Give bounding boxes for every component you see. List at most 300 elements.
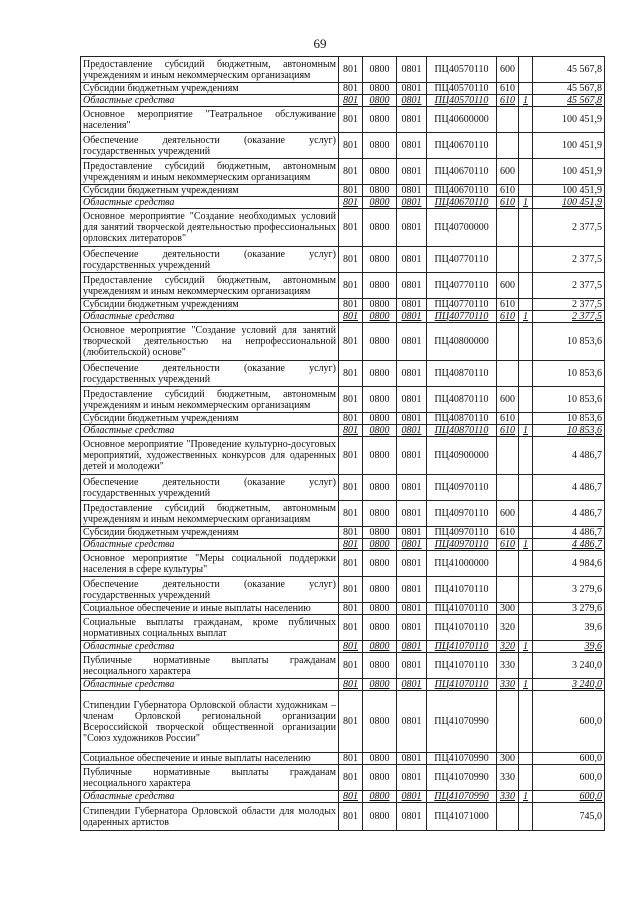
amount-cell: 10 853,6 — [533, 387, 605, 413]
subsection-code-cell: 0801 — [397, 577, 427, 603]
table-row — [81, 691, 605, 753]
funding-source-cell — [519, 501, 533, 527]
subsection-code-cell: 0801 — [397, 413, 427, 425]
gr-code-cell: 801 — [339, 501, 363, 527]
section-code-cell: 0800 — [363, 791, 397, 803]
target-article-cell: ПЦ40870110 — [427, 413, 497, 425]
funding-source-cell: 1 — [519, 197, 533, 209]
table-row — [81, 185, 605, 197]
target-article-cell: ПЦ41070110 — [427, 653, 497, 679]
target-article-cell: ПЦ41070110 — [427, 679, 497, 691]
row-name-cell: Предоставление субсидий бюджетным, автономным учреждениям и иным некоммерческим организациям — [81, 273, 339, 299]
row-name-cell: Субсидии бюджетным учреждениям — [81, 185, 339, 197]
expense-type-cell: 610 — [497, 95, 519, 107]
subsection-code-cell: 0801 — [397, 425, 427, 437]
amount-cell: 45 567,8 — [533, 95, 605, 107]
gr-code-cell: 801 — [339, 641, 363, 653]
target-article-cell: ПЦ40970110 — [427, 539, 497, 551]
gr-code-cell: 801 — [339, 437, 363, 475]
gr-code-cell: 801 — [339, 197, 363, 209]
gr-code-cell: 801 — [339, 765, 363, 791]
funding-source-cell: 1 — [519, 679, 533, 691]
table-row — [81, 753, 605, 765]
target-article-cell: ПЦ40970110 — [427, 527, 497, 539]
gr-code-cell: 801 — [339, 159, 363, 185]
row-name-cell: Субсидии бюджетным учреждениям — [81, 299, 339, 311]
section-code-cell: 0800 — [363, 539, 397, 551]
row-name-cell: Предоставление субсидий бюджетным, автономным учреждениям и иным некоммерческим организациям — [81, 57, 339, 83]
table-row — [81, 311, 605, 323]
section-code-cell: 0800 — [363, 57, 397, 83]
target-article-cell: ПЦ40970110 — [427, 475, 497, 501]
target-article-cell: ПЦ40700000 — [427, 209, 497, 247]
amount-cell: 745,0 — [533, 803, 605, 831]
amount-cell: 600,0 — [533, 765, 605, 791]
row-name-cell: Предоставление субсидий бюджетным, автономным учреждениям и иным некоммерческим организациям — [81, 387, 339, 413]
table-row — [81, 765, 605, 791]
expense-type-cell: 610 — [497, 185, 519, 197]
expense-type-cell: 600 — [497, 57, 519, 83]
target-article-cell: ПЦ40670110 — [427, 185, 497, 197]
subsection-code-cell: 0801 — [397, 197, 427, 209]
table-row — [81, 133, 605, 159]
section-code-cell: 0800 — [363, 95, 397, 107]
table-row — [81, 501, 605, 527]
expense-type-cell: 610 — [497, 425, 519, 437]
gr-code-cell: 801 — [339, 413, 363, 425]
subsection-code-cell: 0801 — [397, 95, 427, 107]
expense-type-cell: 610 — [497, 311, 519, 323]
subsection-code-cell: 0801 — [397, 803, 427, 831]
section-code-cell: 0800 — [363, 311, 397, 323]
table-row — [81, 83, 605, 95]
subsection-code-cell: 0801 — [397, 791, 427, 803]
target-article-cell: ПЦ40770110 — [427, 247, 497, 273]
expense-type-cell: 610 — [497, 299, 519, 311]
row-name-cell: Обеспечение деятельности (оказание услуг) государственных учреждений — [81, 475, 339, 501]
subsection-code-cell: 0801 — [397, 753, 427, 765]
subsection-code-cell: 0801 — [397, 107, 427, 133]
section-code-cell: 0800 — [363, 501, 397, 527]
subsection-code-cell: 0801 — [397, 247, 427, 273]
row-name-cell: Субсидии бюджетным учреждениям — [81, 83, 339, 95]
expense-type-cell — [497, 209, 519, 247]
page-number: 69 — [313, 36, 327, 51]
row-name-cell: Областные средства — [81, 641, 339, 653]
subsection-code-cell: 0801 — [397, 641, 427, 653]
subsection-code-cell: 0801 — [397, 299, 427, 311]
gr-code-cell: 801 — [339, 95, 363, 107]
section-code-cell: 0800 — [363, 133, 397, 159]
subsection-code-cell: 0801 — [397, 323, 427, 361]
expense-type-cell: 330 — [497, 791, 519, 803]
funding-source-cell — [519, 803, 533, 831]
target-article-cell: ПЦ40870110 — [427, 387, 497, 413]
target-article-cell: ПЦ41070990 — [427, 765, 497, 791]
section-code-cell: 0800 — [363, 387, 397, 413]
table-row — [81, 413, 605, 425]
target-article-cell: ПЦ40900000 — [427, 437, 497, 475]
expense-type-cell: 320 — [497, 615, 519, 641]
expense-type-cell: 600 — [497, 273, 519, 299]
subsection-code-cell: 0801 — [397, 765, 427, 791]
funding-source-cell: 1 — [519, 95, 533, 107]
row-name-cell: Субсидии бюджетным учреждениям — [81, 413, 339, 425]
amount-cell: 2 377,5 — [533, 311, 605, 323]
table-row — [81, 551, 605, 577]
gr-code-cell: 801 — [339, 691, 363, 753]
subsection-code-cell: 0801 — [397, 387, 427, 413]
gr-code-cell: 801 — [339, 603, 363, 615]
gr-code-cell: 801 — [339, 653, 363, 679]
subsection-code-cell: 0801 — [397, 273, 427, 299]
funding-source-cell — [519, 247, 533, 273]
section-code-cell: 0800 — [363, 577, 397, 603]
expense-type-cell: 610 — [497, 539, 519, 551]
amount-cell: 600,0 — [533, 791, 605, 803]
row-name-cell: Областные средства — [81, 95, 339, 107]
section-code-cell: 0800 — [363, 159, 397, 185]
section-code-cell: 0800 — [363, 437, 397, 475]
amount-cell: 100 451,9 — [533, 185, 605, 197]
section-code-cell: 0800 — [363, 425, 397, 437]
table-row — [81, 197, 605, 209]
table-row — [81, 791, 605, 803]
row-name-cell: Основное мероприятие "Театральное обслуживание населения" — [81, 107, 339, 133]
table-row — [81, 425, 605, 437]
funding-source-cell — [519, 765, 533, 791]
target-article-cell: ПЦ41000000 — [427, 551, 497, 577]
expense-type-cell: 610 — [497, 197, 519, 209]
table-row — [81, 159, 605, 185]
gr-code-cell: 801 — [339, 299, 363, 311]
table-row — [81, 95, 605, 107]
table-row — [81, 299, 605, 311]
target-article-cell: ПЦ40970110 — [427, 501, 497, 527]
amount-cell: 600,0 — [533, 691, 605, 753]
row-name-cell: Областные средства — [81, 791, 339, 803]
row-name-cell: Основное мероприятие "Создание условий для занятий творческой деятельностью на непрофессиональной (любительской) основе" — [81, 323, 339, 361]
section-code-cell: 0800 — [363, 299, 397, 311]
row-name-cell: Социальное обеспечение и иные выплаты населению — [81, 753, 339, 765]
section-code-cell: 0800 — [363, 413, 397, 425]
amount-cell: 39,6 — [533, 615, 605, 641]
funding-source-cell — [519, 577, 533, 603]
gr-code-cell: 801 — [339, 387, 363, 413]
section-code-cell: 0800 — [363, 273, 397, 299]
gr-code-cell: 801 — [339, 527, 363, 539]
table-row — [81, 57, 605, 83]
funding-source-cell: 1 — [519, 641, 533, 653]
target-article-cell: ПЦ41070110 — [427, 577, 497, 603]
amount-cell: 10 853,6 — [533, 413, 605, 425]
funding-source-cell — [519, 133, 533, 159]
row-name-cell: Обеспечение деятельности (оказание услуг) государственных учреждений — [81, 577, 339, 603]
target-article-cell: ПЦ41070990 — [427, 691, 497, 753]
target-article-cell: ПЦ40600000 — [427, 107, 497, 133]
row-name-cell: Субсидии бюджетным учреждениям — [81, 527, 339, 539]
subsection-code-cell: 0801 — [397, 159, 427, 185]
expense-type-cell: 330 — [497, 765, 519, 791]
funding-source-cell — [519, 653, 533, 679]
expense-type-cell — [497, 107, 519, 133]
funding-source-cell — [519, 209, 533, 247]
funding-source-cell: 1 — [519, 311, 533, 323]
table-row — [81, 577, 605, 603]
amount-cell: 4 486,7 — [533, 539, 605, 551]
table-row — [81, 387, 605, 413]
table-row — [81, 615, 605, 641]
section-code-cell: 0800 — [363, 475, 397, 501]
amount-cell: 600,0 — [533, 753, 605, 765]
section-code-cell: 0800 — [363, 615, 397, 641]
target-article-cell: ПЦ40570110 — [427, 57, 497, 83]
expense-type-cell — [497, 437, 519, 475]
section-code-cell: 0800 — [363, 679, 397, 691]
subsection-code-cell: 0801 — [397, 551, 427, 577]
expense-type-cell: 610 — [497, 413, 519, 425]
subsection-code-cell: 0801 — [397, 603, 427, 615]
row-name-cell: Основное мероприятие "Проведение культурно-досуговых мероприятий, художественных конкурсов для одаренных детей и молодежи" — [81, 437, 339, 475]
section-code-cell: 0800 — [363, 361, 397, 387]
row-name-cell: Областные средства — [81, 679, 339, 691]
row-name-cell: Областные средства — [81, 425, 339, 437]
funding-source-cell — [519, 551, 533, 577]
gr-code-cell: 801 — [339, 475, 363, 501]
funding-source-cell — [519, 107, 533, 133]
funding-source-cell — [519, 83, 533, 95]
gr-code-cell: 801 — [339, 615, 363, 641]
funding-source-cell — [519, 57, 533, 83]
table-row — [81, 247, 605, 273]
subsection-code-cell: 0801 — [397, 361, 427, 387]
table-row — [81, 475, 605, 501]
table-row — [81, 641, 605, 653]
table-row — [81, 273, 605, 299]
target-article-cell: ПЦ40670110 — [427, 133, 497, 159]
amount-cell: 4 486,7 — [533, 475, 605, 501]
section-code-cell: 0800 — [363, 691, 397, 753]
row-name-cell: Социальное обеспечение и иные выплаты населению — [81, 603, 339, 615]
target-article-cell: ПЦ41070110 — [427, 641, 497, 653]
funding-source-cell: 1 — [519, 425, 533, 437]
table-row — [81, 361, 605, 387]
gr-code-cell: 801 — [339, 539, 363, 551]
row-name-cell: Публичные нормативные выплаты гражданам несоциального характера — [81, 765, 339, 791]
subsection-code-cell: 0801 — [397, 209, 427, 247]
funding-source-cell — [519, 527, 533, 539]
expense-type-cell: 600 — [497, 159, 519, 185]
section-code-cell: 0800 — [363, 653, 397, 679]
row-name-cell: Областные средства — [81, 311, 339, 323]
row-name-cell: Предоставление субсидий бюджетным, автономным учреждениям и иным некоммерческим организациям — [81, 159, 339, 185]
expense-type-cell: 610 — [497, 527, 519, 539]
subsection-code-cell: 0801 — [397, 615, 427, 641]
funding-source-cell: 1 — [519, 539, 533, 551]
section-code-cell: 0800 — [363, 209, 397, 247]
target-article-cell: ПЦ41070110 — [427, 603, 497, 615]
expense-type-cell: 330 — [497, 653, 519, 679]
amount-cell: 39,6 — [533, 641, 605, 653]
gr-code-cell: 801 — [339, 247, 363, 273]
table-row — [81, 803, 605, 831]
target-article-cell: ПЦ41070990 — [427, 791, 497, 803]
subsection-code-cell: 0801 — [397, 679, 427, 691]
expense-type-cell — [497, 577, 519, 603]
row-name-cell: Областные средства — [81, 197, 339, 209]
table-row — [81, 437, 605, 475]
table-row — [81, 653, 605, 679]
expense-type-cell: 320 — [497, 641, 519, 653]
section-code-cell: 0800 — [363, 197, 397, 209]
subsection-code-cell: 0801 — [397, 475, 427, 501]
amount-cell: 2 377,5 — [533, 247, 605, 273]
target-article-cell: ПЦ41070110 — [427, 615, 497, 641]
funding-source-cell — [519, 753, 533, 765]
funding-source-cell — [519, 603, 533, 615]
row-name-cell: Основное мероприятие "Создание необходимых условий для занятий творческой деятельностью профессиональных орловских литераторов" — [81, 209, 339, 247]
target-article-cell: ПЦ40800000 — [427, 323, 497, 361]
amount-cell: 10 853,6 — [533, 323, 605, 361]
funding-source-cell: 1 — [519, 791, 533, 803]
table-row — [81, 323, 605, 361]
gr-code-cell: 801 — [339, 791, 363, 803]
row-name-cell: Стипендии Губернатора Орловской области художникам – членам Орловской региональной организации Всероссийской творческой общественной организации "Союз художников России" — [81, 691, 339, 753]
row-name-cell: Публичные нормативные выплаты гражданам несоциального характера — [81, 653, 339, 679]
funding-source-cell — [519, 413, 533, 425]
target-article-cell: ПЦ40670110 — [427, 159, 497, 185]
table-row — [81, 679, 605, 691]
funding-source-cell — [519, 323, 533, 361]
funding-source-cell — [519, 361, 533, 387]
expense-type-cell: 600 — [497, 501, 519, 527]
amount-cell: 100 451,9 — [533, 197, 605, 209]
subsection-code-cell: 0801 — [397, 653, 427, 679]
section-code-cell: 0800 — [363, 185, 397, 197]
target-article-cell: ПЦ40770110 — [427, 299, 497, 311]
target-article-cell: ПЦ40870110 — [427, 361, 497, 387]
gr-code-cell: 801 — [339, 361, 363, 387]
gr-code-cell: 801 — [339, 57, 363, 83]
funding-source-cell — [519, 475, 533, 501]
section-code-cell: 0800 — [363, 527, 397, 539]
row-name-cell: Социальные выплаты гражданам, кроме публичных нормативных социальных выплат — [81, 615, 339, 641]
amount-cell: 4 486,7 — [533, 501, 605, 527]
table-row — [81, 603, 605, 615]
row-name-cell: Обеспечение деятельности (оказание услуг) государственных учреждений — [81, 133, 339, 159]
row-name-cell: Обеспечение деятельности (оказание услуг) государственных учреждений — [81, 247, 339, 273]
amount-cell: 4 486,7 — [533, 527, 605, 539]
subsection-code-cell: 0801 — [397, 437, 427, 475]
row-name-cell: Стипендии Губернатора Орловской области для молодых одаренных артистов — [81, 803, 339, 831]
amount-cell: 100 451,9 — [533, 159, 605, 185]
gr-code-cell: 801 — [339, 753, 363, 765]
expense-type-cell — [497, 551, 519, 577]
table-row — [81, 209, 605, 247]
amount-cell: 2 377,5 — [533, 209, 605, 247]
funding-source-cell — [519, 159, 533, 185]
budget-table-body — [81, 57, 605, 831]
gr-code-cell: 801 — [339, 577, 363, 603]
section-code-cell: 0800 — [363, 247, 397, 273]
amount-cell: 45 567,8 — [533, 83, 605, 95]
target-article-cell: ПЦ40770110 — [427, 273, 497, 299]
section-code-cell: 0800 — [363, 83, 397, 95]
section-code-cell: 0800 — [363, 323, 397, 361]
amount-cell: 10 853,6 — [533, 361, 605, 387]
row-name-cell: Предоставление субсидий бюджетным, автономным учреждениям и иным некоммерческим организациям — [81, 501, 339, 527]
expense-type-cell — [497, 323, 519, 361]
gr-code-cell: 801 — [339, 311, 363, 323]
target-article-cell: ПЦ40570110 — [427, 95, 497, 107]
expense-type-cell: 610 — [497, 83, 519, 95]
subsection-code-cell: 0801 — [397, 83, 427, 95]
section-code-cell: 0800 — [363, 551, 397, 577]
gr-code-cell: 801 — [339, 273, 363, 299]
subsection-code-cell: 0801 — [397, 311, 427, 323]
subsection-code-cell: 0801 — [397, 539, 427, 551]
funding-source-cell — [519, 273, 533, 299]
amount-cell: 45 567,8 — [533, 57, 605, 83]
amount-cell: 4 486,7 — [533, 437, 605, 475]
gr-code-cell: 801 — [339, 425, 363, 437]
expense-type-cell — [497, 803, 519, 831]
amount-cell: 4 984,6 — [533, 551, 605, 577]
target-article-cell: ПЦ40670110 — [427, 197, 497, 209]
funding-source-cell — [519, 691, 533, 753]
gr-code-cell: 801 — [339, 185, 363, 197]
amount-cell: 10 853,6 — [533, 425, 605, 437]
amount-cell: 2 377,5 — [533, 273, 605, 299]
expense-type-cell: 300 — [497, 753, 519, 765]
expense-type-cell — [497, 475, 519, 501]
row-name-cell: Областные средства — [81, 539, 339, 551]
expense-type-cell: 600 — [497, 387, 519, 413]
row-name-cell: Обеспечение деятельности (оказание услуг) государственных учреждений — [81, 361, 339, 387]
target-article-cell: ПЦ41070990 — [427, 753, 497, 765]
gr-code-cell: 801 — [339, 323, 363, 361]
gr-code-cell: 801 — [339, 679, 363, 691]
subsection-code-cell: 0801 — [397, 185, 427, 197]
amount-cell: 3 279,6 — [533, 577, 605, 603]
gr-code-cell: 801 — [339, 803, 363, 831]
section-code-cell: 0800 — [363, 603, 397, 615]
section-code-cell: 0800 — [363, 107, 397, 133]
funding-source-cell — [519, 615, 533, 641]
gr-code-cell: 801 — [339, 209, 363, 247]
budget-table — [80, 56, 605, 831]
subsection-code-cell: 0801 — [397, 691, 427, 753]
funding-source-cell — [519, 299, 533, 311]
gr-code-cell: 801 — [339, 133, 363, 159]
section-code-cell: 0800 — [363, 753, 397, 765]
gr-code-cell: 801 — [339, 83, 363, 95]
table-row — [81, 107, 605, 133]
expense-type-cell — [497, 691, 519, 753]
amount-cell: 100 451,9 — [533, 107, 605, 133]
gr-code-cell: 801 — [339, 551, 363, 577]
amount-cell: 2 377,5 — [533, 299, 605, 311]
funding-source-cell — [519, 437, 533, 475]
amount-cell: 3 279,6 — [533, 603, 605, 615]
subsection-code-cell: 0801 — [397, 133, 427, 159]
amount-cell: 3 240,0 — [533, 653, 605, 679]
target-article-cell: ПЦ40870110 — [427, 425, 497, 437]
expense-type-cell — [497, 133, 519, 159]
expense-type-cell — [497, 361, 519, 387]
section-code-cell: 0800 — [363, 803, 397, 831]
table-row — [81, 527, 605, 539]
